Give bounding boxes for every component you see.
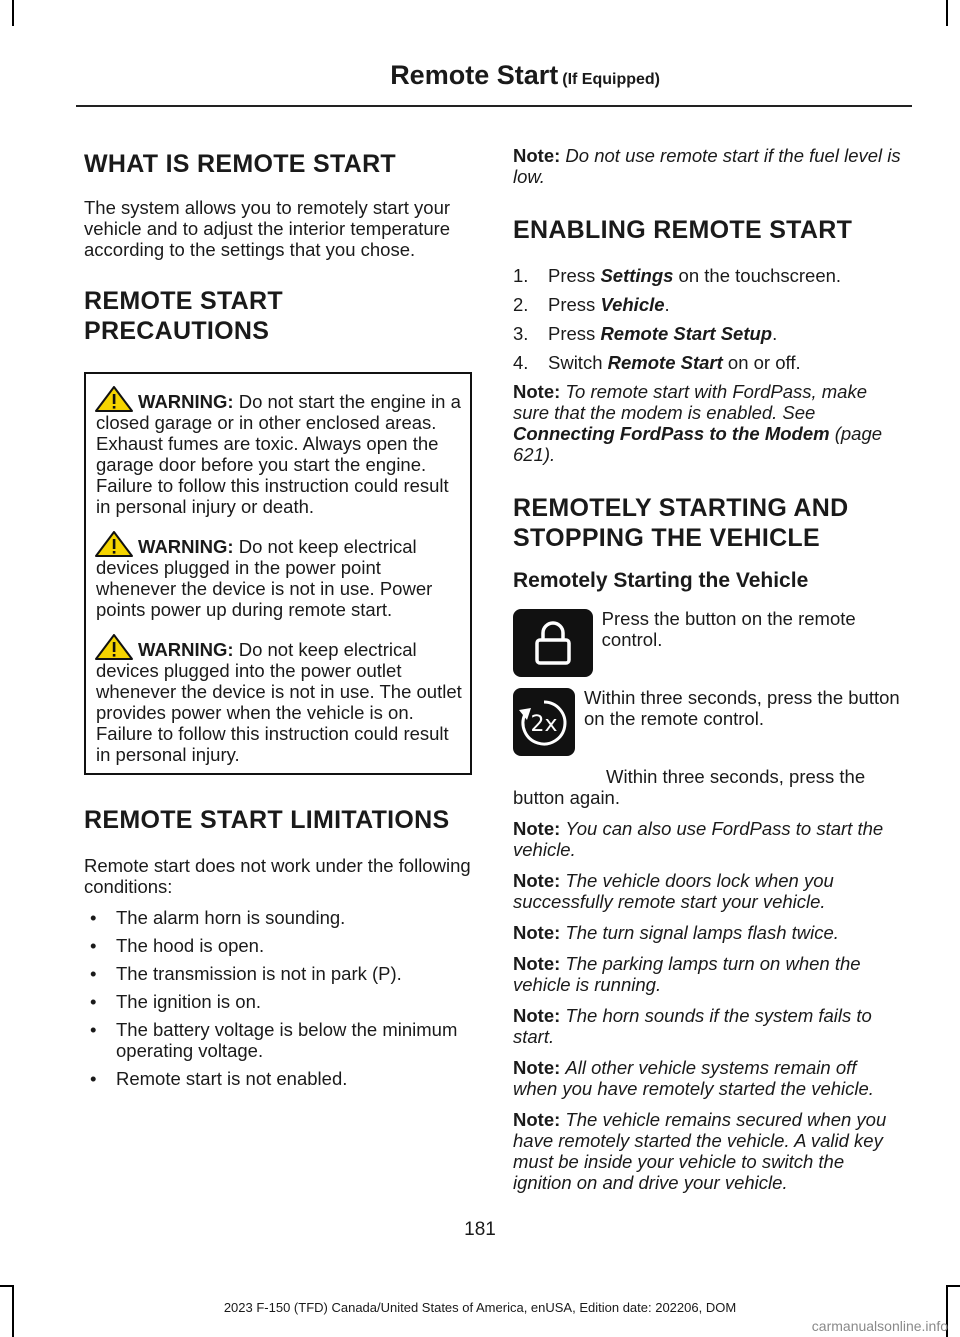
step-text: . (664, 294, 670, 315)
heading-remotely-starting-2: STOPPING THE VEHICLE (513, 524, 820, 552)
list-item (513, 323, 905, 344)
step-text: on the touchscreen. (673, 265, 842, 286)
note-text: The horn sounds if the system fails to start. (513, 1005, 872, 1047)
header-rule (76, 105, 912, 107)
note-item (513, 1057, 905, 1099)
remote-start-2x-button-icon (513, 688, 575, 756)
step-text: Switch (548, 352, 608, 373)
touchscreen-item-remote-start: Remote Start (607, 352, 723, 373)
step-number: 4. (513, 352, 529, 373)
heading-limitations: REMOTE START LIMITATIONS (84, 806, 450, 834)
lock-step (513, 609, 905, 677)
step-again-text (513, 766, 905, 808)
warning-triangle-icon (94, 634, 138, 660)
touchscreen-item-remote-start-setup: Remote Start Setup (600, 323, 773, 344)
warning-triangle-icon (94, 386, 138, 412)
note-item (513, 870, 905, 912)
note-label: Note: (513, 1109, 561, 1130)
step-text: Press (548, 323, 601, 344)
header-title: Remote Start (390, 60, 559, 90)
step-number: 1. (513, 265, 529, 286)
icon-2x-label: 2x (530, 712, 558, 737)
note-label: Note: (513, 953, 561, 974)
note-item (513, 953, 905, 995)
note-text: (page 621). (513, 423, 883, 465)
page-number: 181 (464, 1219, 496, 1240)
header-subtitle: (If Equipped) (562, 71, 660, 88)
enable-steps (513, 265, 905, 373)
heading-what-is-remote-start: WHAT IS REMOTE START (84, 150, 396, 178)
warning-box (84, 372, 472, 775)
warning-triangle-icon (94, 531, 138, 557)
note-item (513, 818, 905, 860)
crop-mark-bottom-left-h (0, 1285, 14, 1287)
list-item: • The battery voltage is below the minimum operating voltage. (84, 1019, 472, 1061)
note-label: Note: (513, 818, 561, 839)
warning-text: Do not keep electrical devices plugged into the power outlet whenever the device is not in use. The outlet provides power when the vehicle is on. Failure to follow this instruction could result in personal injury. (96, 639, 462, 765)
list-item: • The hood is open. (84, 935, 472, 956)
subheading-remotely-starting: Remotely Starting the Vehicle (513, 569, 809, 592)
note-text: Do not use remote start if the fuel level is low. (513, 145, 901, 187)
note-text: The turn signal lamps flash twice. (565, 922, 839, 943)
warning-text: Do not start the engine in a closed garage or in other enclosed areas. Exhaust fumes are toxic. Always open the garage door before you start the engine. Failure to follow this instruction could result in personal injury or death. (96, 391, 461, 517)
touchscreen-item-settings: Settings (600, 265, 674, 286)
note-label: Note: (513, 870, 561, 891)
note-text: The parking lamps turn on when the vehicle is running. (513, 953, 861, 995)
intro-paragraph: The system allows you to remotely start your vehicle and to adjust the interior temperature according to the settings that you chose. (84, 197, 451, 260)
step-text: Press (548, 294, 601, 315)
note-text: The vehicle remains secured when you have remotely started the vehicle. A valid key must be inside your vehicle to switch the ignition on and drive your vehicle. (513, 1109, 887, 1193)
note-label: Note: (513, 922, 561, 943)
lock-button-icon (513, 609, 593, 677)
note-item (513, 1005, 905, 1047)
warning-label: WARNING: (138, 536, 234, 557)
list-item: • The transmission is not in park (P). (84, 963, 472, 984)
crop-mark-bottom-right-h (946, 1285, 960, 1287)
warning-text: Do not keep electrical devices plugged in the power point whenever the device is not in use. Power points power up during remote start. (96, 536, 433, 620)
note-text: The vehicle doors lock when you successfully remote start your vehicle. (513, 870, 834, 912)
note-text: You can also use FordPass to start the vehicle. (513, 818, 884, 860)
left-column (84, 145, 472, 1096)
watermark: carmanualsonline.info (811, 1318, 948, 1334)
crop-mark-top-right (946, 0, 948, 26)
warning-item (96, 634, 462, 765)
warning-label: WARNING: (138, 639, 234, 660)
edition-line: 2023 F-150 (TFD) Canada/United States of America, enUSA, Edition date: 202206, DOM (223, 1300, 737, 1315)
page-header (390, 60, 660, 91)
step-lock-text: Press the button on the remote control. (601, 608, 856, 650)
heading-remotely-starting-1: REMOTELY STARTING AND (513, 494, 849, 522)
list-item: • The alarm horn is sounding. (84, 907, 472, 928)
step-text: on or off. (722, 352, 801, 373)
step-number: 2. (513, 294, 529, 315)
warning-item (96, 531, 462, 620)
list-item: • Remote start is not enabled. (84, 1068, 472, 1089)
notes-list (513, 818, 905, 1193)
remote-start-step (513, 688, 905, 756)
list-item: • The ignition is on. (84, 991, 472, 1012)
cross-reference-link[interactable]: Connecting FordPass to the Modem (513, 423, 830, 444)
step-2x-text: Within three seconds, press the button on the remote control. (584, 687, 900, 729)
crop-mark-top-left (12, 0, 14, 26)
note-text: All other vehicle systems remain off when you have remotely started the vehicle. (513, 1057, 874, 1099)
step-again-text-span: Within three seconds, press the button again. (513, 766, 866, 808)
warning-item (96, 386, 462, 517)
list-item (513, 265, 905, 286)
step-text: Press (548, 265, 601, 286)
note-fuel (513, 145, 905, 187)
step-text: . (772, 323, 778, 344)
note-label: Note: (513, 1005, 561, 1026)
limitations-intro: Remote start does not work under the following conditions: (84, 855, 471, 897)
note-item (513, 922, 905, 943)
list-item (513, 352, 905, 373)
step-number: 3. (513, 323, 529, 344)
heading-enabling: ENABLING REMOTE START (513, 216, 853, 244)
note-item (513, 1109, 905, 1193)
heading-precautions-1: REMOTE START (84, 287, 283, 315)
note-text: To remote start with FordPass, make sure that the modem is enabled. See (513, 381, 868, 423)
note-label: Note: (513, 381, 561, 402)
touchscreen-item-vehicle: Vehicle (600, 294, 665, 315)
note-label: Note: (513, 145, 561, 166)
right-column (513, 145, 905, 1193)
note-label: Note: (513, 1057, 561, 1078)
heading-precautions-2: PRECAUTIONS (84, 317, 270, 345)
warning-label: WARNING: (138, 391, 234, 412)
note-fordpass (513, 381, 905, 465)
list-item (513, 294, 905, 315)
limitations-list (84, 907, 472, 1089)
